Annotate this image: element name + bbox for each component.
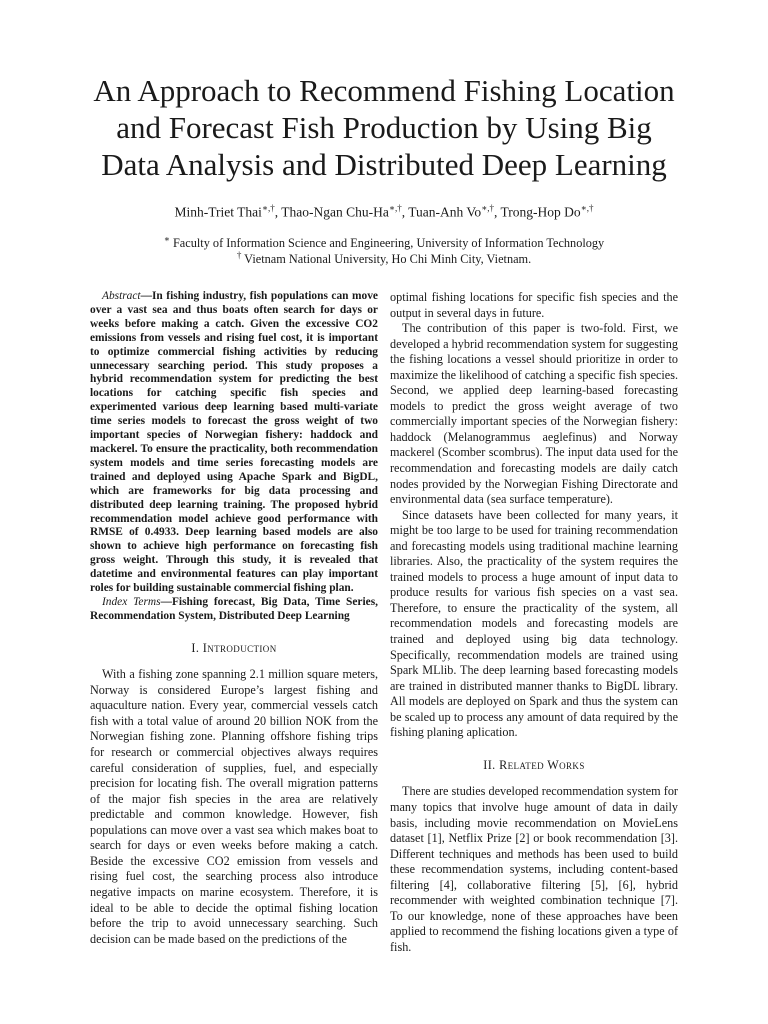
affiliation-mark: † [236, 250, 242, 260]
author-name: Thao-Ngan Chu-Ha [281, 204, 389, 220]
left-column [90, 290, 378, 947]
abstract-label: Abstract [102, 290, 141, 302]
introduction-paragraph: With a fishing zone spanning 2.1 million square meters, Norway is considered Europe’s largest fishing and aquaculture nation. Every year, commercial vessels catch fish with a total value of around 20 billion NOK from the Norwegian fishing zone. Planning offshore fishing trips for research or commercial objectives always requires careful consideration of supplies, fuel, and especially precision for locating fish. The overall migration patterns of the major fish species in the area are relatively predictable and common knowledge. However, fish populations can move over a vast sea which makes boat to search for days or even weeks before making a catch. Beside the excessive CO2 emission from vessels and rising fuel cost, the searching process also introduce negative impacts on marine ecosystem. Therefore, it is ideal to be able to decide the optimal fishing location before the trip to avoid unnecessary searching. Such decision can be made based on the predictions of the [90, 667, 378, 946]
section-heading-introduction: I. Introduction [191, 640, 277, 655]
author-list: Minh-Triet Thai∗,†, Thao-Ngan Chu-Ha∗,†, Tuan-Anh Vo∗,†, Trong-Hop Do∗,† [174, 203, 594, 220]
contribution-paragraph: The contribution of this paper is two-fold. First, we developed a hybrid recommendation system for suggesting the fishing locations a vessel should prioritize in order to maximize the likelihood of catching a specific fish species. Second, we applied deep learning-based forecasting models to predict the gross weight average of two commercially important species of the Norwegian fishery: haddock (Melanogrammus aeglefinus) and Norway mackerel (Scomber scombrus). The input data used for the recommendation and forecasting models are daily catch nodes provided by the Norwegian Fishing Directorate and environmental data (sea surface temperature). [390, 321, 679, 507]
datasets-paragraph: Since datasets have been collected for many years, it might be too large to be used for training recommendation and forecasting models using traditional machine learning libraries. Also, the practicality of the system requires the trained models to process a huge amount of input data to produce results for various fish species on a vast sea. Therefore, to ensure the practicality of the system, all recommendation models and forecasting models are trained and deployed using big data technology. Specifically, recommendation models are trained using Spark MLlib. The deep learning based forecasting models are trained in distributed manner thanks to BigDL library. All models are deployed on Spark and thus the system can be scaled up to process any amount of data required by the fishing planing aplication. [390, 507, 678, 740]
author-affiliation-marks: ∗,† [580, 203, 594, 213]
title-line: and Forecast Fish Production by Using Big [116, 110, 652, 145]
author-affiliation-marks: ∗,† [481, 203, 494, 213]
author-name: Tuan-Anh Vo [408, 204, 482, 220]
author-affiliation-marks: ∗,† [388, 203, 402, 213]
affiliation-text: Faculty of Information Science and Engineering, University of Information Technology [172, 236, 605, 251]
affiliation-text: Vietnam National University, Ho Chi Minh City, Vietnam. [244, 252, 532, 267]
index-terms-label: Index Terms [102, 595, 161, 608]
author-affiliation-marks: ∗,† [261, 203, 275, 213]
index-terms-text: —Fishing forecast, Big Data, Time Series, Recommendation System, Distributed Deep Learning [90, 595, 378, 622]
index-terms [90, 596, 378, 624]
abstract [90, 290, 378, 596]
section-heading-related-works: II. Related Works [483, 757, 585, 772]
title-line: An Approach to Recommend Fishing Location [93, 73, 675, 108]
related-works-paragraph: There are studies developed recommendation system for many topics that involve huge amount of data in daily basis, including movie recommendation on MovieLens dataset [1], Netflix Prize [2] or book recommendation [3]. Different techniques and methods has been used to build these recommendation systems, including content-based filtering [4], collaborative filtering [5], [6], hybrid recommender with weighted combination technique [7]. To our knowledge, none of these approaches have been applied to recommend the fishing locations given a type of fish. [390, 784, 678, 954]
right-column [390, 290, 678, 955]
title-line: Data Analysis and Distributed Deep Learning [101, 147, 667, 182]
abstract-text: —In fishing industry, fish populations can move over a vast sea and thus boats often search for days or weeks before making a catch. Given the excessive CO2 emissions from vessels and rising fuel cost, it is important to optimize commercial fishing activities by reducing unnecessary searching period. This study proposes a hybrid recommendation system for predicting the best locations for catching specific fish species and experimented various deep learning based multi-variate time series models to forecast the gross weight of two important species of Norwegian fishery: haddock and mackerel. To ensure the practicality, both recommendation system models and time series forecasting models are trained and deployed using Apache Spark and BigDL, which are frameworks for big data processing and distributed deep learning training. The proposed hybrid recommendation model achieve good performance with RMSE of 0.4933. Deep learning based models are also shown to achieve high performance on forecasting fish gross weight. Through this study, it is revealed that datetime and environmental features can play important roles for building sustainable commercial fishing plan. [90, 290, 378, 595]
paper-title [60, 72, 708, 183]
author-name: Minh-Triet Thai [174, 204, 262, 220]
affiliation-line [40, 247, 728, 267]
affiliation-mark: ∗ [163, 234, 170, 244]
introduction-continuation: optimal fishing locations for specific fish species and the output in several days in future. [390, 290, 678, 320]
author-name: Trong-Hop Do [500, 204, 581, 220]
